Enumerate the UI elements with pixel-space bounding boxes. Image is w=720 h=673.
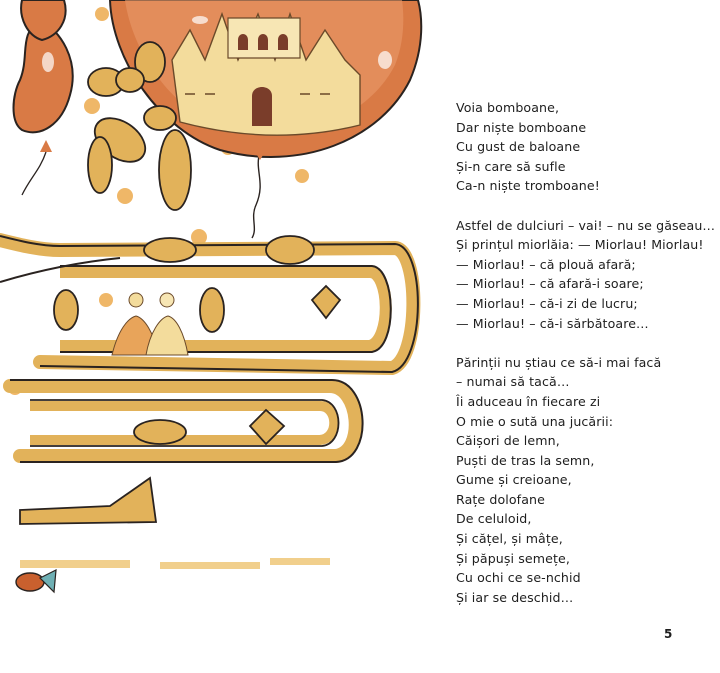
poem-line: — Miorlau! – că plouă afară; — [456, 256, 636, 272]
poem-line: Astfel de dulciuri – vai! – nu se găseau… — [456, 217, 716, 233]
poem-line: Și iar se deschid… — [456, 589, 574, 605]
poem-line: Și prințul miorlăia: — Miorlau! Miorlau! — [456, 237, 704, 253]
poem-line: Cu ochi ce se-nchid — [456, 570, 581, 586]
poem-line: — Miorlau! – că afară-i soare; — [456, 276, 644, 292]
poem-line: De celuloid, — [456, 511, 532, 527]
page-number: 5 — [664, 627, 673, 641]
poem-line: Ca-n niște tromboane! — [456, 178, 600, 194]
poem-line: Îi aduceau în fiecare zi — [456, 393, 601, 409]
poem-line: — Miorlau! – că-i sărbătoare… — [456, 315, 649, 331]
candy-icon — [16, 570, 56, 592]
poem-stanza — [456, 216, 716, 334]
poem-stanza — [456, 98, 706, 196]
poem-line: Dar niște bomboane — [456, 119, 587, 135]
ground-strips — [20, 558, 330, 569]
poem-text — [456, 98, 716, 627]
poem-line: Și cățel, și mâțe, — [456, 531, 563, 547]
poem-line: Rațe dolofane — [456, 491, 545, 507]
poem-line: Cu gust de baloane — [456, 139, 581, 155]
poem-line: Părinții nu știau ce să-i mai facă — [456, 354, 662, 370]
lower-trombone — [10, 380, 363, 524]
princess-figures — [112, 293, 188, 355]
poem-line: – numai să tacă… — [456, 374, 570, 390]
poem-line: Și-n care să sufle — [456, 158, 566, 174]
poem-line: Căișori de lemn, — [456, 433, 560, 449]
poem-line: Și păpuși semețe, — [456, 550, 570, 566]
poem-line: Voia bomboane, — [456, 100, 560, 115]
poem-stanza — [456, 353, 706, 608]
long-balloon — [14, 0, 73, 195]
poem-line: Gume și creioane, — [456, 472, 572, 488]
poem-line: Puști de tras la semn, — [456, 452, 595, 468]
poem-line: O mie o sută una jucării: — [456, 413, 614, 429]
poem-line: — Miorlau! – că-i zi de lucru; — [456, 295, 638, 311]
